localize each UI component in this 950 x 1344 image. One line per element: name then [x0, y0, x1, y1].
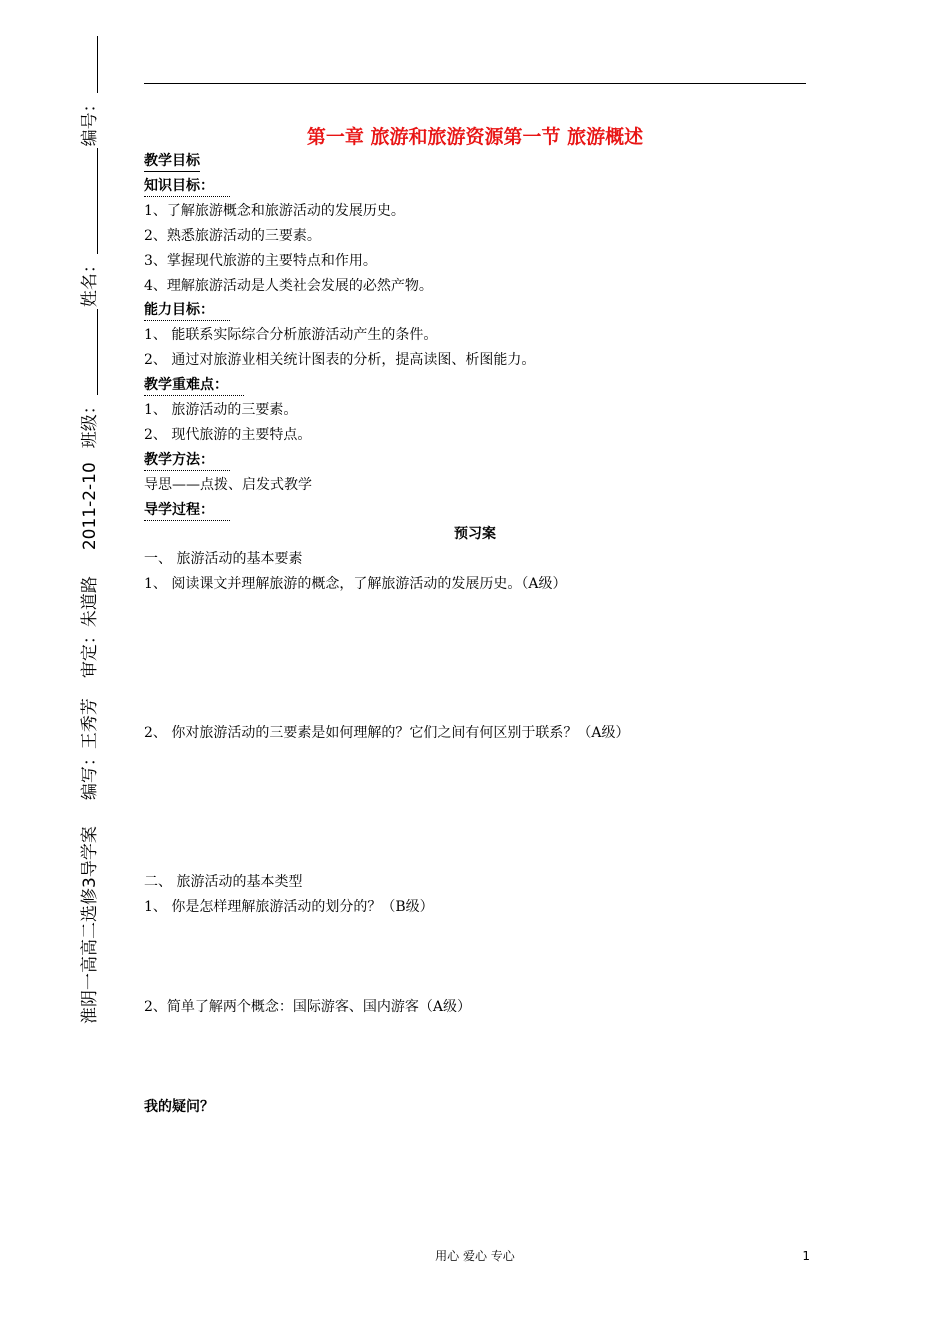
header-rule: [144, 83, 806, 84]
key-point-1: 1、 旅游活动的三要素。: [144, 402, 298, 418]
method-heading: 教学方法：: [144, 450, 230, 471]
ability-goals-heading: 能力目标：: [144, 300, 230, 321]
question-4: 2、简单了解两个概念：国际游客、国内游客（A级）: [144, 999, 472, 1015]
method-text: 导思——点拨、启发式教学: [144, 477, 312, 493]
page-number: 1: [802, 1249, 810, 1263]
class-label: 班级：: [80, 397, 100, 449]
knowledge-goals-heading: 知识目标：: [144, 176, 230, 197]
footer-slogan: 用心 爱心 专心: [435, 1249, 515, 1263]
class-blank[interactable]: [83, 309, 98, 395]
question-3: 1、 你是怎样理解旅游活动的划分的？（B级）: [144, 899, 434, 915]
my-questions-heading: 我的疑问？: [144, 1099, 214, 1115]
knowledge-item-4: 4、理解旅游活动是人类社会发展的必然产物。: [144, 278, 433, 294]
key-points-heading: 教学重难点：: [144, 375, 244, 396]
page-title: 第一章 旅游和旅游资源第一节 旅游概述: [306, 126, 644, 148]
ability-item-1: 1、 能联系实际综合分析旅游活动产生的条件。: [144, 327, 438, 343]
sidebar-info: [56, 34, 100, 1024]
knowledge-item-1: 1、了解旅游概念和旅游活动的发展历史。: [144, 203, 405, 219]
question-1: 1、 阅读课文并理解旅游的概念，了解旅游活动的发展历史。（A级）: [144, 576, 567, 592]
date: 2011-2-10: [80, 462, 100, 551]
knowledge-item-3: 3、掌握现代旅游的主要特点和作用。: [144, 253, 377, 269]
reviewer-label: 审定：: [80, 627, 100, 679]
teaching-goals-heading: 教学目标: [144, 151, 200, 172]
name-label: 姓名：: [80, 256, 100, 308]
number-blank[interactable]: [83, 36, 98, 93]
section-2-heading: 二、 旅游活动的基本类型: [144, 874, 303, 890]
preview-heading: 预习案: [454, 526, 496, 542]
sidebar-text: [78, 34, 102, 1024]
question-2: 2、 你对旅游活动的三要素是如何理解的？它们之间有何区别于联系？（A级）: [144, 725, 630, 741]
section-1-heading: 一、 旅游活动的基本要素: [144, 551, 303, 567]
name-blank[interactable]: [83, 148, 98, 254]
ability-item-2: 2、 通过对旅游业相关统计图表的分析，提高读图、析图能力。: [144, 352, 536, 368]
knowledge-item-2: 2、熟悉旅游活动的三要素。: [144, 228, 321, 244]
editor-name: 王秀芳: [80, 698, 100, 750]
key-point-2: 2、 现代旅游的主要特点。: [144, 427, 312, 443]
school-label: 淮阴一高高二选修3导学案: [80, 826, 100, 1024]
process-heading: 导学过程：: [144, 500, 230, 521]
editor-label: 编写：: [80, 749, 100, 801]
number-label: 编号：: [80, 95, 100, 147]
reviewer-name: 朱道路: [80, 576, 100, 628]
